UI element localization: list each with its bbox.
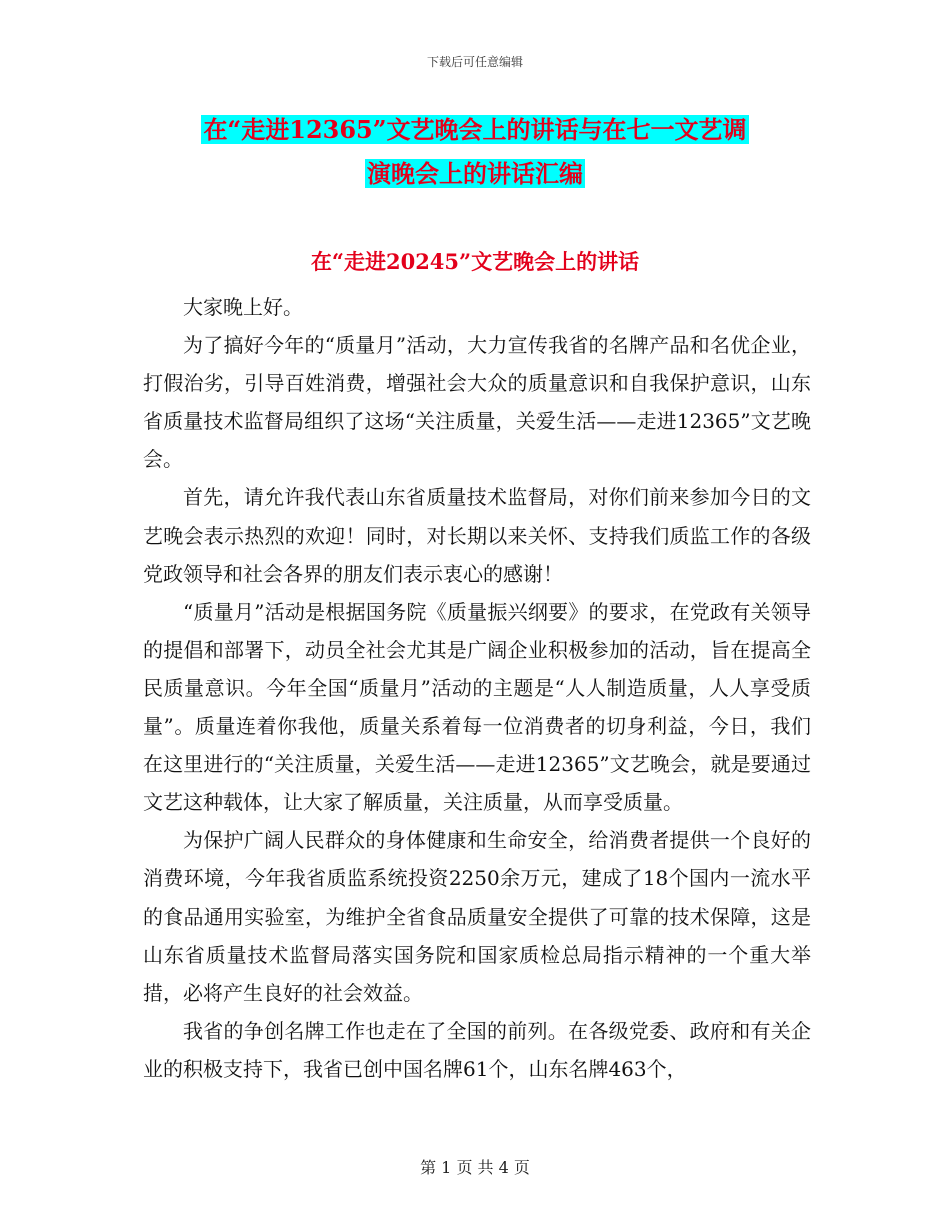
paragraph: 首先，请允许我代表山东省质量技术监督局，对你们前来参加今日的文艺晚会表示热烈的欢迎！同时，对长期以来关怀、支持我们质监工作的各级党政领导和社会各界的朋友们表示衷心的感谢！ xyxy=(143,485,811,586)
paragraph: 为保护广阔人民群众的身体健康和生命安全，给消费者提供一个良好的消费环境，今年我省质监系统投资2250余万元，建成了18个国内一流水平的食品通用实验室，为维护全省食品质量安全提供了可靠的技术保障，这是山东省质量技术监督局落实国务院和国家质检总局指示精神的一个重大举措，必将产生良好的社会效益。 xyxy=(143,828,811,1005)
document-title-line-1 xyxy=(0,113,950,147)
document-body xyxy=(143,288,811,1088)
page-header: 下载后可任意编辑 xyxy=(426,55,523,69)
section-title: 在“走进20245”文艺晚会上的讲话 xyxy=(310,249,640,274)
title-highlight-1: 在“走进12365”文艺晚会上的讲话与在七一文艺调 xyxy=(203,115,747,144)
document-title-line-2 xyxy=(0,157,950,191)
paragraph: 为了搞好今年的“质量月”活动，大力宣传我省的名牌产品和名优企业，打假治劣，引导百姓消费，增强社会大众的质量意识和自我保护意识，山东省质量技术监督局组织了这场“关注质量，关爱生活——走进12365”文艺晚会。 xyxy=(143,333,811,472)
page-footer: 第 1 页 共 4 页 xyxy=(420,1158,530,1177)
title-highlight-2: 演晚会上的讲话汇编 xyxy=(367,159,583,188)
paragraph: 我省的争创名牌工作也走在了全国的前列。在各级党委、政府和有关企业的积极支持下，我省已创中国名牌61个，山东名牌463个， xyxy=(143,1018,811,1081)
paragraph: 大家晚上好。 xyxy=(183,295,303,319)
paragraph: “质量月”活动是根据国务院《质量振兴纲要》的要求，在党政有关领导的提倡和部署下，动员全社会尤其是广阔企业积极参加的活动，旨在提高全民质量意识。今年全国“质量月”活动的主题是“人人制造质量，人人享受质量”。质量连着你我他，质量关系着每一位消费者的切身利益，今日，我们在这里进行的“关注质量，关爱生活——走进12365”文艺晚会，就是要通过文艺这种载体，让大家了解质量，关注质量，从而享受质量。 xyxy=(143,599,811,815)
